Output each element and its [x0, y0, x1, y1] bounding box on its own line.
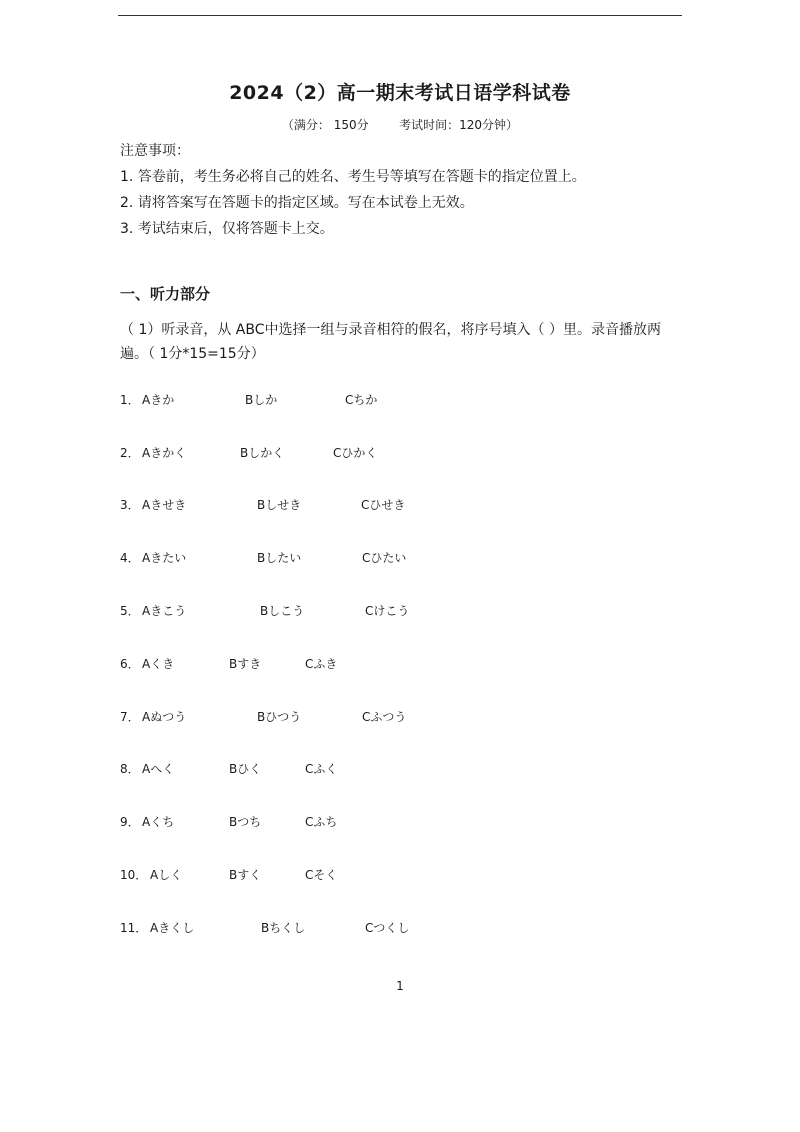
- option-b: Bすく: [229, 868, 262, 882]
- option-c: Cふつう: [362, 710, 407, 724]
- page-number: 1: [396, 979, 404, 993]
- option-c: Cちか: [345, 393, 378, 407]
- option-b: Bすき: [229, 657, 262, 671]
- option-a: Aきたい: [142, 551, 187, 565]
- question-number: 1．: [120, 393, 140, 407]
- option-c: Cつくし: [365, 921, 410, 935]
- option-b: Bしせき: [257, 498, 302, 512]
- question-number: 2．: [120, 446, 140, 460]
- option-c: Cけこう: [365, 604, 410, 618]
- question-number: 10．: [120, 868, 148, 882]
- exam-title: 2024（2）高一期末考试日语学科试卷: [229, 82, 571, 104]
- option-a: Aしく: [150, 868, 183, 882]
- question-number: 7．: [120, 710, 140, 724]
- top-rule: [118, 15, 682, 16]
- option-c: Cひたい: [362, 551, 407, 565]
- option-a: Aきかく: [142, 446, 187, 460]
- notice-item: 1. 答卷前，考生务必将自己的姓名、考生号等填写在答题卡的指定位置上。: [120, 169, 586, 185]
- exam-subtitle: （满分： 150分 考试时间：120分钟）: [281, 118, 519, 132]
- question-number: 8．: [120, 762, 140, 776]
- option-a: Aくち: [142, 815, 175, 829]
- question-number: 3．: [120, 498, 140, 512]
- option-c: Cひせき: [361, 498, 406, 512]
- option-b: Bしか: [245, 393, 278, 407]
- option-b: Bつち: [229, 815, 262, 829]
- option-c: Cふき: [305, 657, 338, 671]
- option-b: Bちくし: [261, 921, 306, 935]
- option-c: Cそく: [305, 868, 338, 882]
- question-number: 6．: [120, 657, 140, 671]
- option-b: Bしこう: [260, 604, 305, 618]
- option-b: Bひく: [229, 762, 262, 776]
- option-a: Aきこう: [142, 604, 187, 618]
- option-c: Cふく: [305, 762, 338, 776]
- notice-item: 3. 考试结束后，仅将答题卡上交。: [120, 221, 334, 237]
- option-c: Cひかく: [333, 446, 378, 460]
- notice-item: 2. 请将答案写在答题卡的指定区域。写在本试卷上无效。: [120, 195, 474, 211]
- question-number: 4．: [120, 551, 140, 565]
- option-a: Aきせき: [142, 498, 187, 512]
- option-b: Bしかく: [240, 446, 285, 460]
- option-a: Aくき: [142, 657, 175, 671]
- option-b: Bしたい: [257, 551, 302, 565]
- option-b: Bひつう: [257, 710, 302, 724]
- option-a: Aへく: [142, 762, 175, 776]
- section-heading: 一、听力部分: [120, 285, 211, 303]
- section-instruction: （ 1）听录音，从 ABC中选择一组与录音相符的假名，将序号填入（ ）里。录音播放两遍。（ 1分*15=15分）: [120, 322, 661, 362]
- question-number: 11．: [120, 921, 148, 935]
- option-c: Cふち: [305, 815, 338, 829]
- option-a: Aきか: [142, 393, 175, 407]
- question-number: 5．: [120, 604, 140, 618]
- option-a: Aきくし: [150, 921, 195, 935]
- notice-heading: 注意事项：: [120, 143, 190, 159]
- question-number: 9．: [120, 815, 140, 829]
- option-a: Aぬつう: [142, 710, 187, 724]
